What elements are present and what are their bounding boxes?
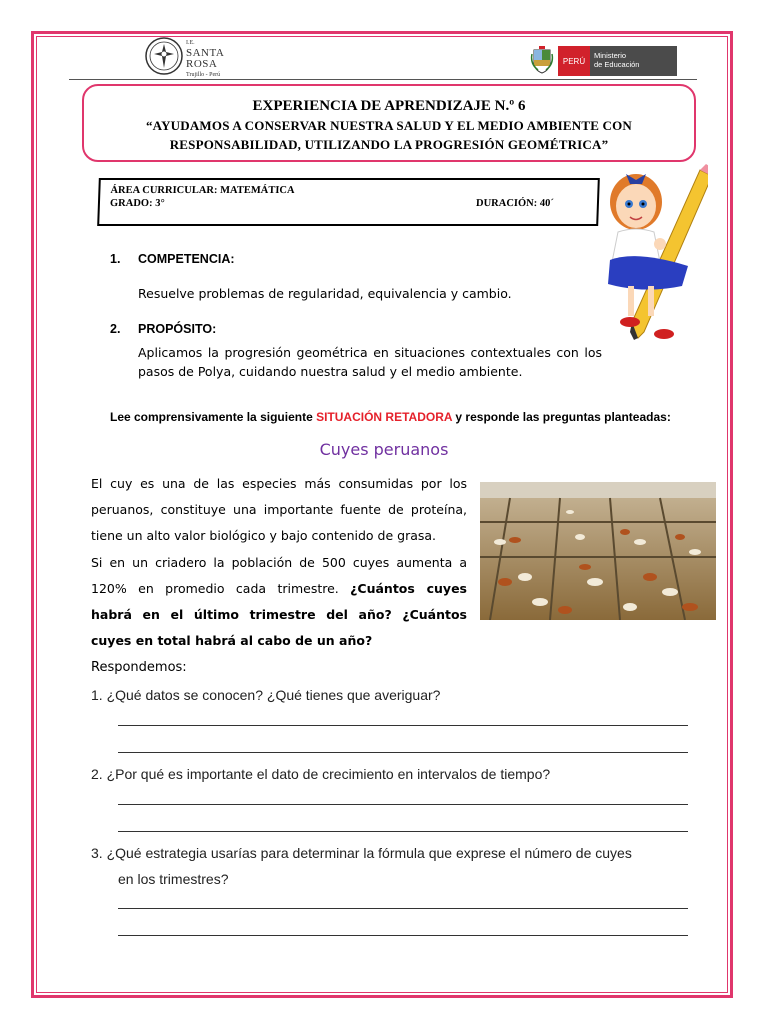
question-3-continuation: en los trimestres? xyxy=(118,871,229,887)
proposito-text-line2: pasos de Polya, cuidando nuestra salud y el medio ambiente. xyxy=(138,364,523,379)
peru-logo-text: PERÚ xyxy=(562,56,586,66)
experience-subtitle-line1: “AYUDAMOS A CONSERVAR NUESTRA SALUD Y EL MEDIO AMBIENTE CON xyxy=(145,118,633,133)
ministry-line2: de Educación xyxy=(594,60,640,69)
peru-coat-of-arms-icon xyxy=(530,46,554,74)
story-question-bold: ¿Cuántos cuyes habrá en el último trimestre del año? ¿Cuántos cuyes en total habrá al cabo de un año? xyxy=(91,580,467,649)
instruction xyxy=(110,410,671,424)
question-2: 2. ¿Por qué es importante el dato de crecimiento en intervalos de tiempo? xyxy=(91,766,551,782)
duracion: DURACIÓN: 40´ xyxy=(475,198,555,209)
question-3: 3. ¿Qué estrategia usarías para determinar la fórmula que exprese el número de cuyes xyxy=(91,845,632,861)
competencia-number: 1. xyxy=(110,252,121,266)
instruction-after: y responde las preguntas planteadas: xyxy=(452,410,671,424)
guinea-pig-farm-photo xyxy=(480,482,716,620)
ministry-logo-block xyxy=(590,46,677,76)
competencia-title: COMPETENCIA: xyxy=(138,252,235,266)
peru-logo-block xyxy=(558,46,590,76)
question-1: 1. ¿Qué datos se conocen? ¿Qué tienes que averiguar? xyxy=(91,687,441,703)
story-paragraph1: El cuy es una de las especies más consumidas por los peruanos, constituye una importante fuente de proteína, tiene un alto valor biológico y bajo contenido de grasa. xyxy=(91,476,467,544)
answer-line[interactable] xyxy=(118,725,688,726)
proposito-number: 2. xyxy=(110,322,121,336)
answer-line[interactable] xyxy=(118,935,688,936)
respondemos-label: Respondemos: xyxy=(91,660,187,675)
school-name-line1: SANTA xyxy=(186,47,225,59)
experience-subtitle-line2: RESPONSABILIDAD, UTILIZANDO LA PROGRESIÓN GEOMÉTRICA” xyxy=(169,137,609,152)
answer-line[interactable] xyxy=(118,908,688,909)
instruction-before: Lee comprensivamente la siguiente xyxy=(110,410,317,424)
story-paragraph2 xyxy=(91,550,467,655)
ministry-line1: Ministerio xyxy=(594,51,627,60)
school-name-line2: ROSA xyxy=(186,58,218,70)
story-text xyxy=(91,471,467,654)
story-paragraph2-plain: Si en un criadero la población de 500 cuyes aumenta a 120% en promedio cada trimestre. xyxy=(91,554,467,596)
proposito-title: PROPÓSITO: xyxy=(138,322,217,336)
proposito-text-line1: Aplicamos la progresión geométrica en situaciones contextuales con los xyxy=(138,345,602,360)
title-box xyxy=(82,84,696,162)
area-curricular: ÁREA CURRICULAR: MATEMÁTICA xyxy=(110,185,295,196)
school-city: Trujillo - Perú xyxy=(186,72,221,78)
girl-with-pencil-illustration xyxy=(604,162,708,344)
experience-heading: EXPERIENCIA DE APRENDIZAJE N.º 6 xyxy=(252,98,526,114)
school-prefix: I.E. xyxy=(186,40,195,46)
answer-line[interactable] xyxy=(118,752,688,753)
story-title: Cuyes peruanos xyxy=(319,440,449,459)
competencia-text: Resuelve problemas de regularidad, equivalencia y cambio. xyxy=(138,286,512,301)
curricular-info-box xyxy=(97,178,600,226)
school-logo-text xyxy=(186,38,224,80)
header-divider xyxy=(69,79,697,80)
school-crest-icon xyxy=(144,36,184,76)
answer-line[interactable] xyxy=(118,804,688,805)
instruction-highlight: SITUACIÓN RETADORA xyxy=(316,410,453,424)
answer-line[interactable] xyxy=(118,831,688,832)
grado: GRADO: 3° xyxy=(109,198,165,209)
